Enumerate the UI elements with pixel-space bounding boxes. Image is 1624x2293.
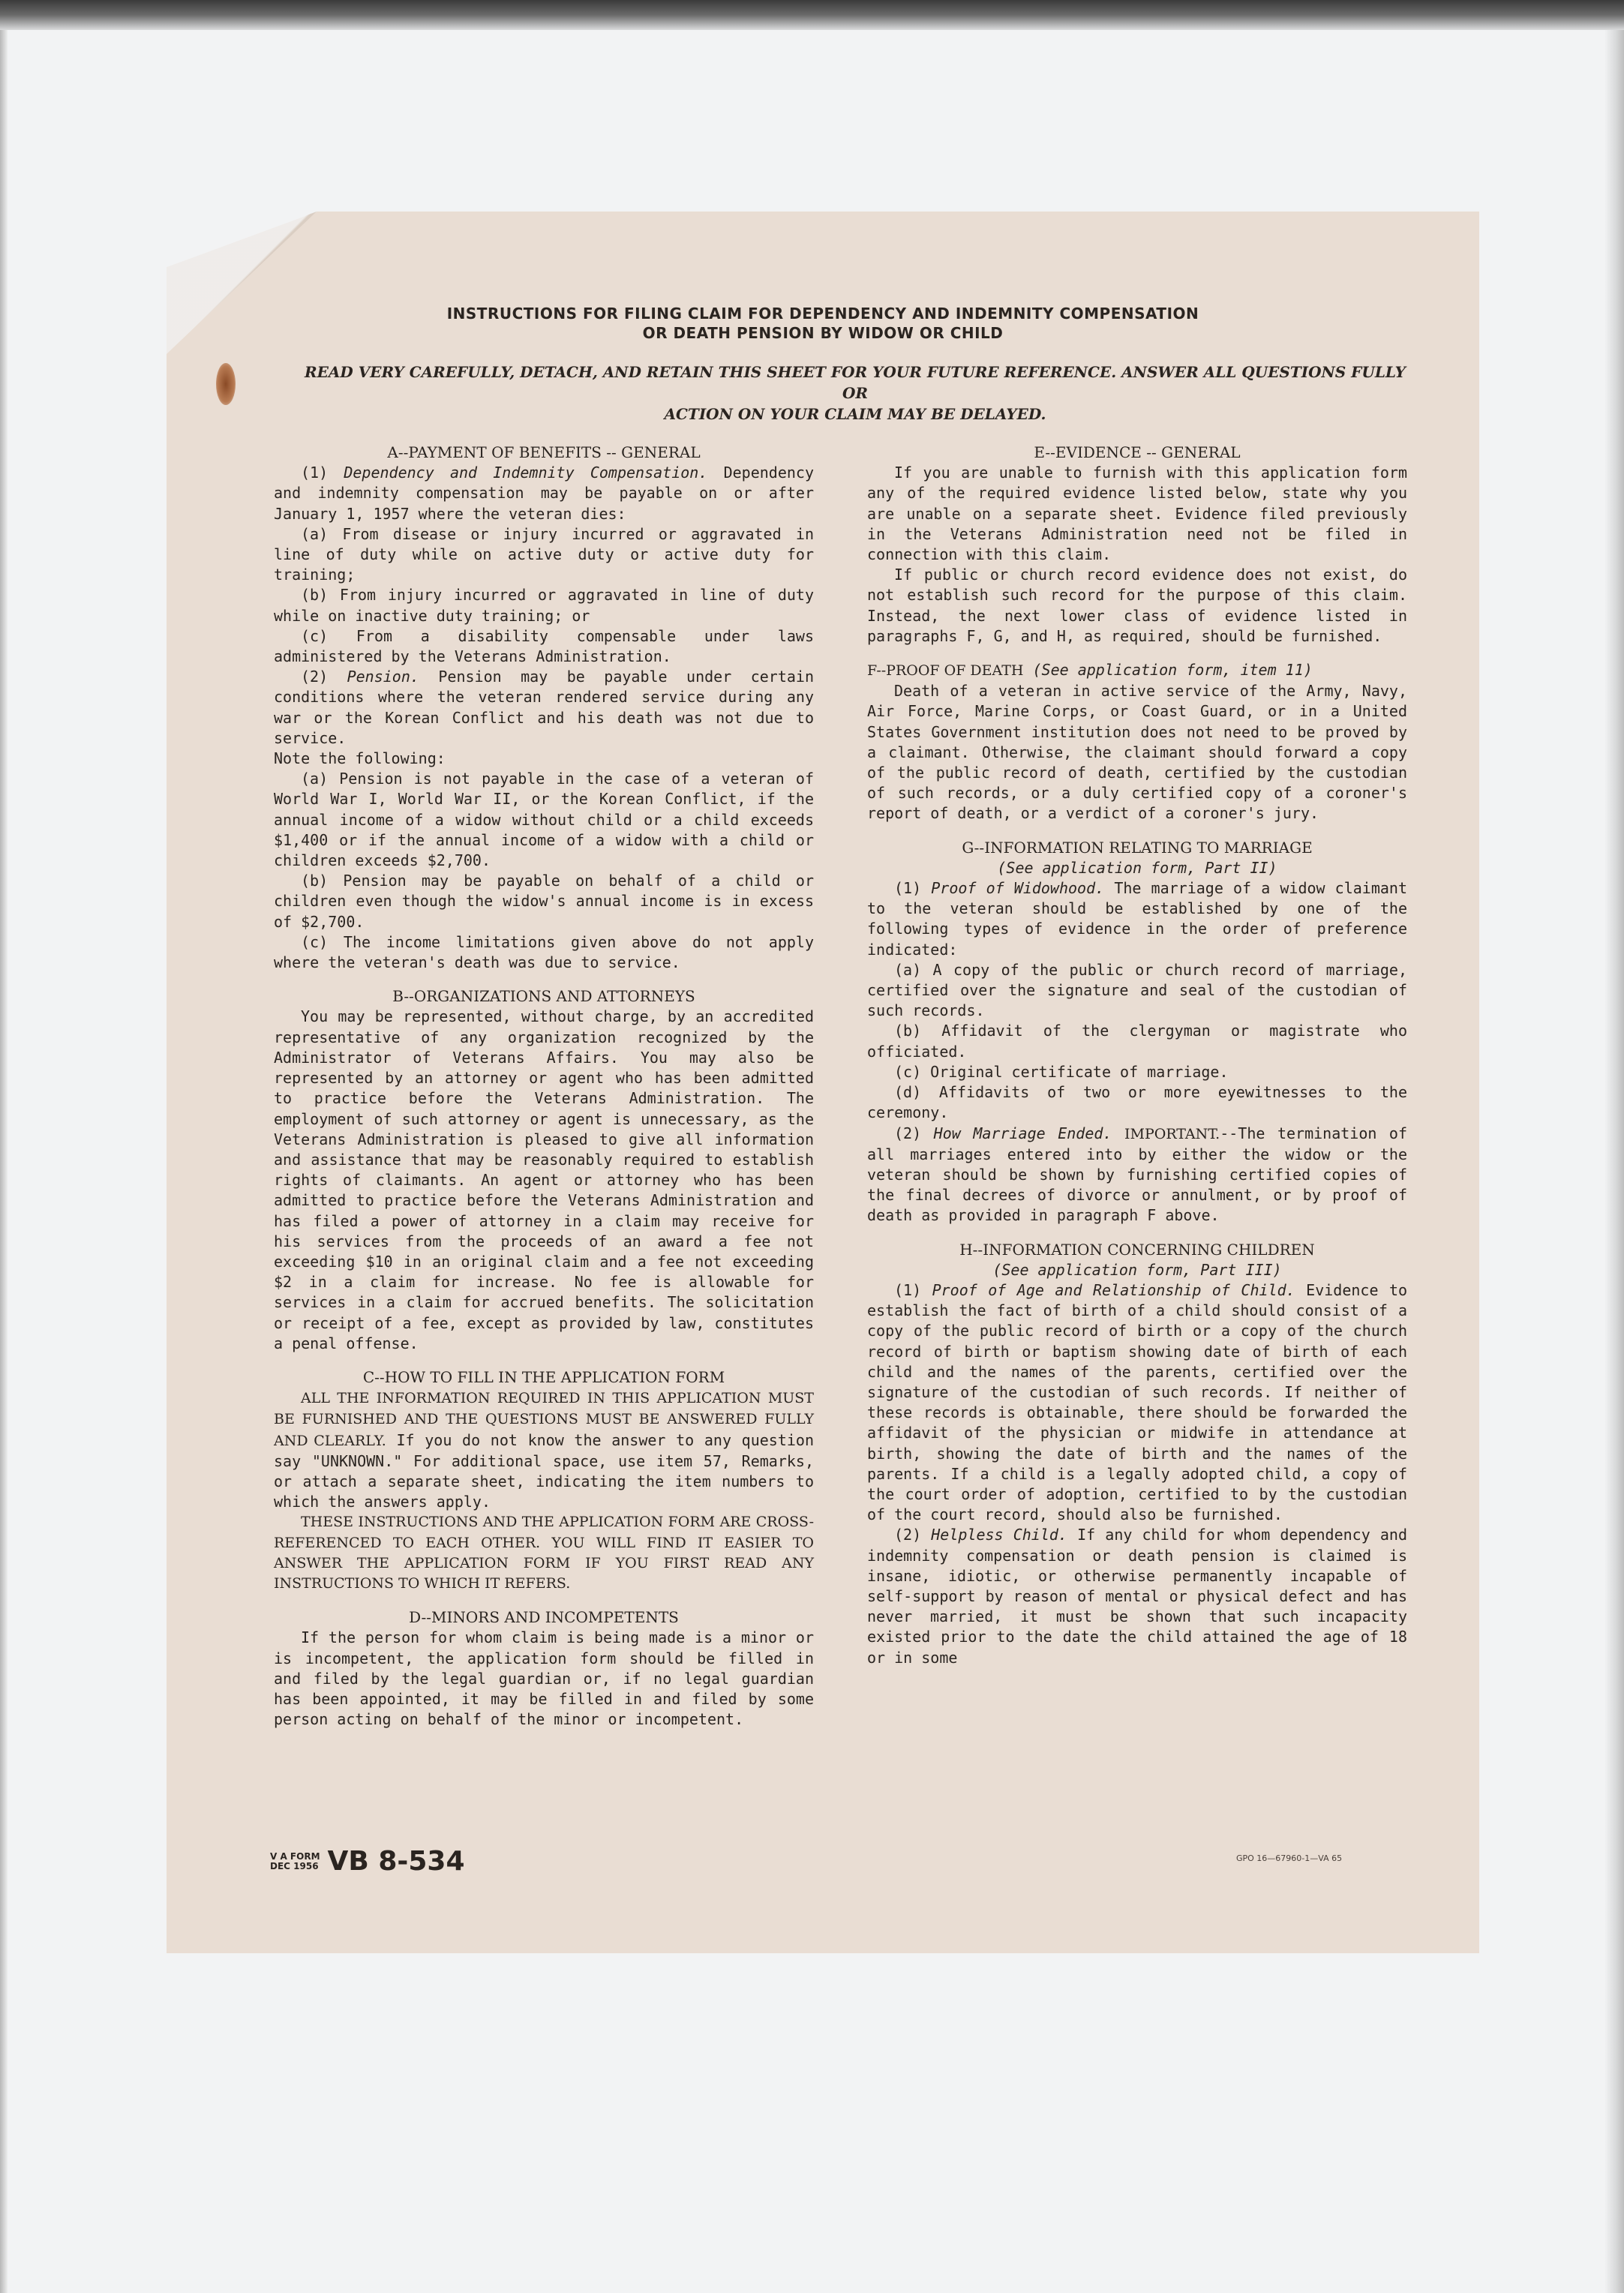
section-f-heading-line [867, 660, 1407, 681]
paragraph-text: Pension may be payable under certain conditions where the veteran rendered service during any war or the Korean Conflict and his death was not due to service. [274, 668, 814, 747]
section-a [274, 443, 814, 973]
form-date: DEC 1956 [270, 1860, 319, 1871]
paragraph-text: If any child for whom dependency and indemnity compensation or death pension is claimed is insane, idiotic, or otherwise permanently incapable of self-support by reason of mental or physical defect and has never married, it must be shown that such incapacity existed prior to the date the child attained the age of 18 or in some [867, 1526, 1408, 1667]
label: (1) [894, 879, 922, 898]
italic-term: Pension. [347, 668, 419, 686]
instruction-line-1: READ VERY CAREFULLY, DETACH, AND RETAIN THIS SHEET FOR YOUR FUTURE REFERENCE. ANSWER ALL QUESTIONS FULLY OR [305, 363, 1406, 402]
section-d-text: If the person for whom claim is being made is a minor or is incompetent, the application form should be filled in and filed by the legal guardian or, if no legal guardian has been appointed, it may be filled in and filed by some person acting on behalf of the minor or incompetent. [274, 1628, 814, 1729]
scanner-edge-left [0, 30, 8, 2293]
section-a-paragraph-2 [274, 667, 814, 749]
section-f [867, 660, 1407, 824]
section-h-reference: (See application form, Part III) [992, 1260, 1282, 1279]
section-e [867, 443, 1407, 647]
section-g-heading: G--INFORMATION RELATING TO MARRIAGE [962, 838, 1313, 857]
document-title [167, 304, 1479, 343]
section-a-note-c: (c) The income limitations given above do not apply where the veteran's death was due to service. [274, 932, 814, 972]
section-a-note-b: (b) Pension may be payable on behalf of a child or children even though the widow's annual income is in excess of $2,700. [274, 872, 814, 931]
section-c-heading: C--HOW TO FILL IN THE APPLICATION FORM [362, 1367, 725, 1386]
section-f-reference: (See application form, item 11) [1032, 661, 1313, 680]
form-identifier [270, 1846, 465, 1877]
section-e-paragraph-1: If you are unable to furnish with this application form any of the required evidence listed below, state why you are unable on a separate sheet. Evidence filed previously in the Veterans Administration need not be filed in connection with this claim. [867, 464, 1407, 564]
section-c [274, 1367, 814, 1594]
read-carefully-instruction [300, 362, 1410, 425]
italic-term: Helpless Child. [931, 1526, 1067, 1544]
title-line-1: INSTRUCTIONS FOR FILING CLAIM FOR DEPENDENCY AND INDEMNITY COMPENSATION [446, 305, 1199, 323]
section-b-text: You may be represented, without charge, by an accredited representative of any organization recognized by the Administrator of Veterans Affairs. You may also be represented by an attorney or agent who has been admitted to practice before the Veterans Administration. The employment of such attorney or agent is unnecessary, as the Veterans Administration is pleased to give all information and assistance that may be reasonably required to establish rights of claimants. An agent or attorney who has been admitted to practice before the Veterans Administration and has filed a power of attorney in a claim may receive for his services from the proceeds of an award a fee not exceeding $10 in an original claim and a fee not exceeding $2 in a claim for increase. No fee is allowable for services in a claim for accrued benefits. The solicitation or receipt of a fee, except as provided by law, constitutes a penal offense. [274, 1007, 814, 1352]
label: (2) [894, 1124, 922, 1142]
section-a-item-c: (c) From a disability compensable under laws administered by the Veterans Administration. [274, 626, 814, 666]
form-label: V A FORM [270, 1850, 320, 1862]
caps-text: ALL THE INFORMATION REQUIRED IN THIS APPLICATION MUST BE FURNISHED AND THE QUESTIONS MUST BE ANSWERED FULLY AND CLEARLY. [274, 1390, 814, 1449]
label: (1) [301, 464, 329, 482]
section-b-heading: B--ORGANIZATIONS AND ATTORNEYS [392, 987, 695, 1006]
section-e-heading: E--EVIDENCE -- GENERAL [1034, 443, 1241, 461]
right-column [867, 443, 1407, 1668]
section-g-reference: (See application form, Part II) [997, 858, 1277, 877]
section-a-paragraph-1 [274, 463, 814, 524]
form-number: VB 8-534 [327, 1846, 465, 1877]
paragraph-text: Dependency and indemnity compensation may be payable on or after January 1, 1957 where the veteran dies: [274, 464, 814, 523]
scanner-edge-right [1604, 30, 1624, 2293]
section-a-heading: A--PAYMENT OF BENEFITS -- GENERAL [387, 443, 701, 461]
section-a-item-a: (a) From disease or injury incurred or aggravated in line of duty while on active duty or active duty for training; [274, 524, 814, 584]
italic-term: How Marriage Ended. [933, 1124, 1112, 1142]
section-d-heading: D--MINORS AND INCOMPETENTS [409, 1608, 679, 1627]
paragraph-text: --The termination of all marriages entered into by either the widow or the veteran should be shown by furnishing certified copies of the final decrees of divorce or annulment, or by proof of death as provided in paragraph F above. [867, 1124, 1408, 1225]
section-g-item-a: (a) A copy of the public or church record of marriage, certified over the signature and seal of the custodian of such records. [867, 960, 1407, 1020]
italic-term: Dependency and Indemnity Compensation. [344, 464, 708, 482]
label: (2) [301, 668, 329, 686]
section-h [867, 1240, 1407, 1668]
left-column [274, 443, 814, 1730]
italic-term: Proof of Widowhood. [931, 879, 1105, 898]
section-c-paragraph-1 [274, 1388, 814, 1512]
section-a-item-b: (b) From injury incurred or aggravated in line of duty while on inactive duty training; or [274, 586, 814, 625]
instruction-line-2: ACTION ON YOUR CLAIM MAY BE DELAYED. [664, 405, 1046, 423]
section-f-heading: F--PROOF OF DEATH [867, 662, 1024, 680]
italic-term: Proof of Age and Relationship of Child. [932, 1280, 1295, 1299]
section-a-note: Note the following: [274, 749, 446, 768]
section-g-item-b: (b) Affidavit of the clergyman or magistrate who officiated. [867, 1022, 1407, 1061]
section-e-paragraph-2: If public or church record evidence does not exist, do not establish such record for the purpose of this claim. Instead, the next lower class of evidence listed in paragraphs F, G, and H, as required, should be furnished. [867, 566, 1407, 645]
label: (1) [894, 1280, 922, 1299]
printing-office-code: GPO 16—67960-1—VA 65 [1236, 1853, 1343, 1863]
scanner-edge-top [0, 0, 1624, 30]
section-g [867, 838, 1407, 1226]
section-h-paragraph-2 [867, 1525, 1407, 1667]
rust-stain [216, 363, 236, 405]
section-h-paragraph-1 [867, 1280, 1407, 1525]
important-label: IMPORTANT. [1124, 1125, 1220, 1142]
section-g-item-c: (c) Original certificate of marriage. [894, 1062, 1229, 1081]
section-a-note-a: (a) Pension is not payable in the case of a veteran of World War I, World War II, or the Korean Conflict, if the annual income of a widow without child or a child exceeds $1,400 or if the annual income of a widow with a child or children exceeds $2,700. [274, 770, 814, 870]
paragraph-text: If you do not know the answer to any question say "UNKNOWN." For additional space, use item 57, Remarks, or attach a separate sheet, indicating the item numbers to which the answers apply. [274, 1430, 814, 1511]
paragraph-text: Evidence to establish the fact of birth of a child should consist of a copy of the public record of birth or a copy of the church record of birth or baptism showing date of birth of each child and the names of the parents, certified over the signature of the custodian of such records. If neither of these records is obtainable, there should be forwarded the affidavit of the physician or midwife in attendance at birth, showing the date of birth and the names of the parents. If a child is a legally adopted child, a copy of the court order of adoption, certified to by the custodian of the court record, should also be furnished. [867, 1280, 1408, 1524]
label: (2) [894, 1526, 922, 1544]
section-g-paragraph-1 [867, 878, 1407, 960]
section-g-item-d: (d) Affidavits of two or more eyewitnesses to the ceremony. [867, 1083, 1407, 1122]
section-c-paragraph-2: THESE INSTRUCTIONS AND THE APPLICATION FORM ARE CROSS-REFERENCED TO EACH OTHER. YOU WILL FIND IT EASIER TO ANSWER THE APPLICATION FORM IF YOU FIRST READ ANY INSTRUCTIONS TO WHICH IT REFERS. [274, 1514, 814, 1592]
section-f-text: Death of a veteran in active service of the Army, Navy, Air Force, Marine Corps, or Coast Guard, or in a United States Government institution does not need to be proved by a claimant. Otherwise, the claimant should forward a copy of the public record of death, certified by the custodian of such records, or a duly certified copy of a coroner's report of death, or a verdict of a coroner's jury. [867, 682, 1407, 823]
section-g-paragraph-2 [867, 1124, 1407, 1226]
paragraph-text: The marriage of a widow claimant to the veteran should be established by one of the following types of evidence in the order of preference indicated: [867, 879, 1408, 959]
section-d [274, 1607, 814, 1730]
section-b [274, 986, 814, 1354]
section-h-heading: H--INFORMATION CONCERNING CHILDREN [959, 1240, 1315, 1259]
form-date-block [270, 1852, 320, 1871]
title-line-2: OR DEATH PENSION BY WIDOW OR CHILD [642, 324, 1004, 342]
